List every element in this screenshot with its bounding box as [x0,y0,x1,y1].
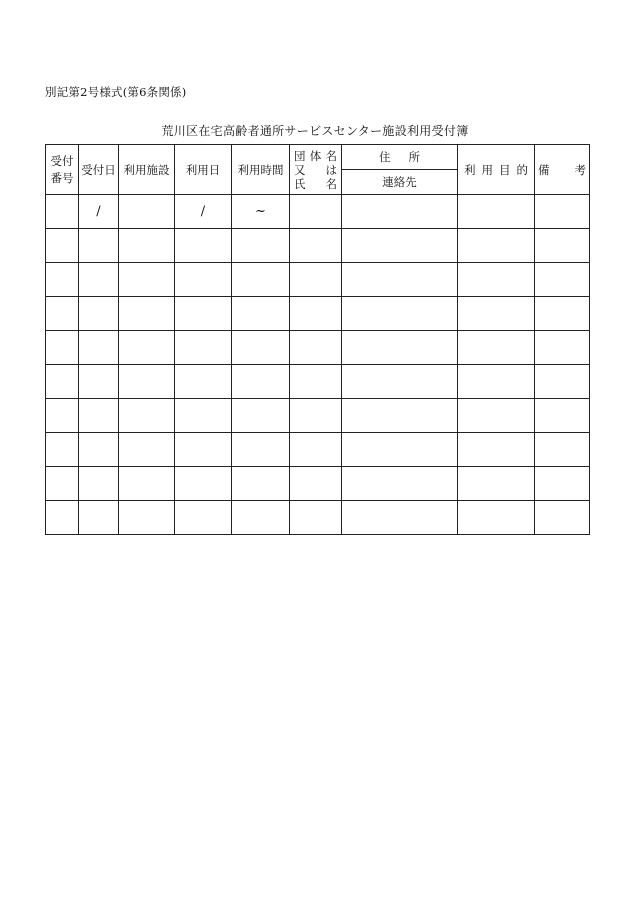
cell-remarks[interactable] [535,399,590,433]
cell-address-contact[interactable] [342,365,458,399]
cell-address-contact[interactable] [342,195,458,229]
cell-purpose[interactable] [458,399,535,433]
header-receipt-date: 受付日 [79,145,119,195]
cell-group-name[interactable] [290,263,342,297]
header-row-1 [46,145,590,170]
cell-address-contact[interactable] [342,229,458,263]
cell-receipt-number[interactable] [46,433,79,467]
cell-use-date[interactable] [175,297,232,331]
cell-use-date[interactable] [175,195,232,229]
cell-facility[interactable] [119,263,175,297]
cell-use-time[interactable] [232,297,290,331]
time-range-mark: ~ [255,204,266,219]
cell-group-name[interactable] [290,331,342,365]
cell-group-name[interactable] [290,433,342,467]
cell-remarks[interactable] [535,263,590,297]
header-purpose: 利 用 目 的 [458,145,535,195]
cell-receipt-number[interactable] [46,399,79,433]
cell-use-time[interactable] [232,331,290,365]
header-use-time: 利用時間 [232,145,290,195]
cell-use-time[interactable] [232,467,290,501]
date-slash-mark: / [96,204,101,219]
cell-facility[interactable] [119,365,175,399]
cell-group-name[interactable] [290,365,342,399]
cell-address-contact[interactable] [342,433,458,467]
cell-purpose[interactable] [458,501,535,535]
cell-facility[interactable] [119,467,175,501]
cell-receipt-number[interactable] [46,229,79,263]
cell-address-contact[interactable] [342,501,458,535]
cell-remarks[interactable] [535,195,590,229]
cell-purpose[interactable] [458,365,535,399]
table-row [46,229,590,263]
cell-group-name[interactable] [290,467,342,501]
cell-remarks[interactable] [535,467,590,501]
cell-receipt-number[interactable] [46,297,79,331]
cell-use-time[interactable] [232,399,290,433]
cell-group-name[interactable] [290,229,342,263]
cell-receipt-date[interactable] [79,331,119,365]
cell-receipt-number[interactable] [46,263,79,297]
cell-purpose[interactable] [458,263,535,297]
cell-receipt-date[interactable] [79,263,119,297]
cell-use-date[interactable] [175,331,232,365]
header-receipt-number: 受付 番号 [46,145,79,195]
date-slash-mark: / [200,204,206,219]
header-use-date: 利用日 [175,145,232,195]
cell-facility[interactable] [119,229,175,263]
table-row [46,433,590,467]
reception-register-table [45,144,590,535]
cell-purpose[interactable] [458,229,535,263]
cell-use-time[interactable] [232,195,290,229]
cell-purpose[interactable] [458,297,535,331]
cell-receipt-date[interactable] [79,195,119,229]
cell-receipt-number[interactable] [46,365,79,399]
table-row [46,365,590,399]
table-row [46,263,590,297]
header-facility: 利用施設 [119,145,175,195]
cell-receipt-date[interactable] [79,433,119,467]
table-row [46,297,590,331]
cell-use-date[interactable] [175,399,232,433]
cell-facility[interactable] [119,399,175,433]
cell-use-time[interactable] [232,433,290,467]
cell-receipt-date[interactable] [79,365,119,399]
cell-use-date[interactable] [175,467,232,501]
cell-remarks[interactable] [535,297,590,331]
cell-use-date[interactable] [175,501,232,535]
cell-facility[interactable] [119,195,175,229]
cell-facility[interactable] [119,331,175,365]
cell-remarks[interactable] [535,501,590,535]
cell-remarks[interactable] [535,229,590,263]
cell-address-contact[interactable] [342,263,458,297]
cell-use-date[interactable] [175,229,232,263]
cell-purpose[interactable] [458,331,535,365]
cell-use-time[interactable] [232,263,290,297]
cell-group-name[interactable] [290,195,342,229]
cell-remarks[interactable] [535,433,590,467]
cell-use-date[interactable] [175,433,232,467]
cell-purpose[interactable] [458,467,535,501]
cell-facility[interactable] [119,501,175,535]
cell-purpose[interactable] [458,195,535,229]
cell-receipt-number[interactable] [46,331,79,365]
form-title: 荒川区在宅高齢者通所サービスセンター施設利用受付簿 [161,124,469,138]
cell-use-date[interactable] [175,365,232,399]
cell-receipt-date[interactable] [79,399,119,433]
cell-use-time[interactable] [232,365,290,399]
table-row [46,399,590,433]
cell-address-contact[interactable] [342,399,458,433]
table-row [46,331,590,365]
cell-address-contact[interactable] [342,467,458,501]
cell-receipt-number[interactable] [46,501,79,535]
cell-remarks[interactable] [535,331,590,365]
cell-receipt-number[interactable] [46,195,79,229]
cell-remarks[interactable] [535,365,590,399]
cell-use-date[interactable] [175,263,232,297]
cell-address-contact[interactable] [342,331,458,365]
table-row [46,501,590,535]
cell-group-name[interactable] [290,297,342,331]
cell-use-time[interactable] [232,229,290,263]
cell-address-contact[interactable] [342,297,458,331]
cell-receipt-date[interactable] [79,229,119,263]
header-address: 住 所 [342,145,458,170]
cell-receipt-number[interactable] [46,467,79,501]
cell-receipt-date[interactable] [79,501,119,535]
header-remarks: 備 考 [535,145,590,195]
form-number-label: 別記第2号様式(第6条関係) [45,85,187,99]
header-contact: 連絡先 [342,170,458,195]
cell-group-name[interactable] [290,399,342,433]
cell-group-name[interactable] [290,501,342,535]
header-group-or-name: 団 体 名 又 は 氏 名 [290,145,342,195]
table-row [46,195,590,229]
cell-purpose[interactable] [458,433,535,467]
cell-use-time[interactable] [232,501,290,535]
cell-receipt-date[interactable] [79,467,119,501]
cell-facility[interactable] [119,297,175,331]
cell-facility[interactable] [119,433,175,467]
table-row [46,467,590,501]
cell-receipt-date[interactable] [79,297,119,331]
